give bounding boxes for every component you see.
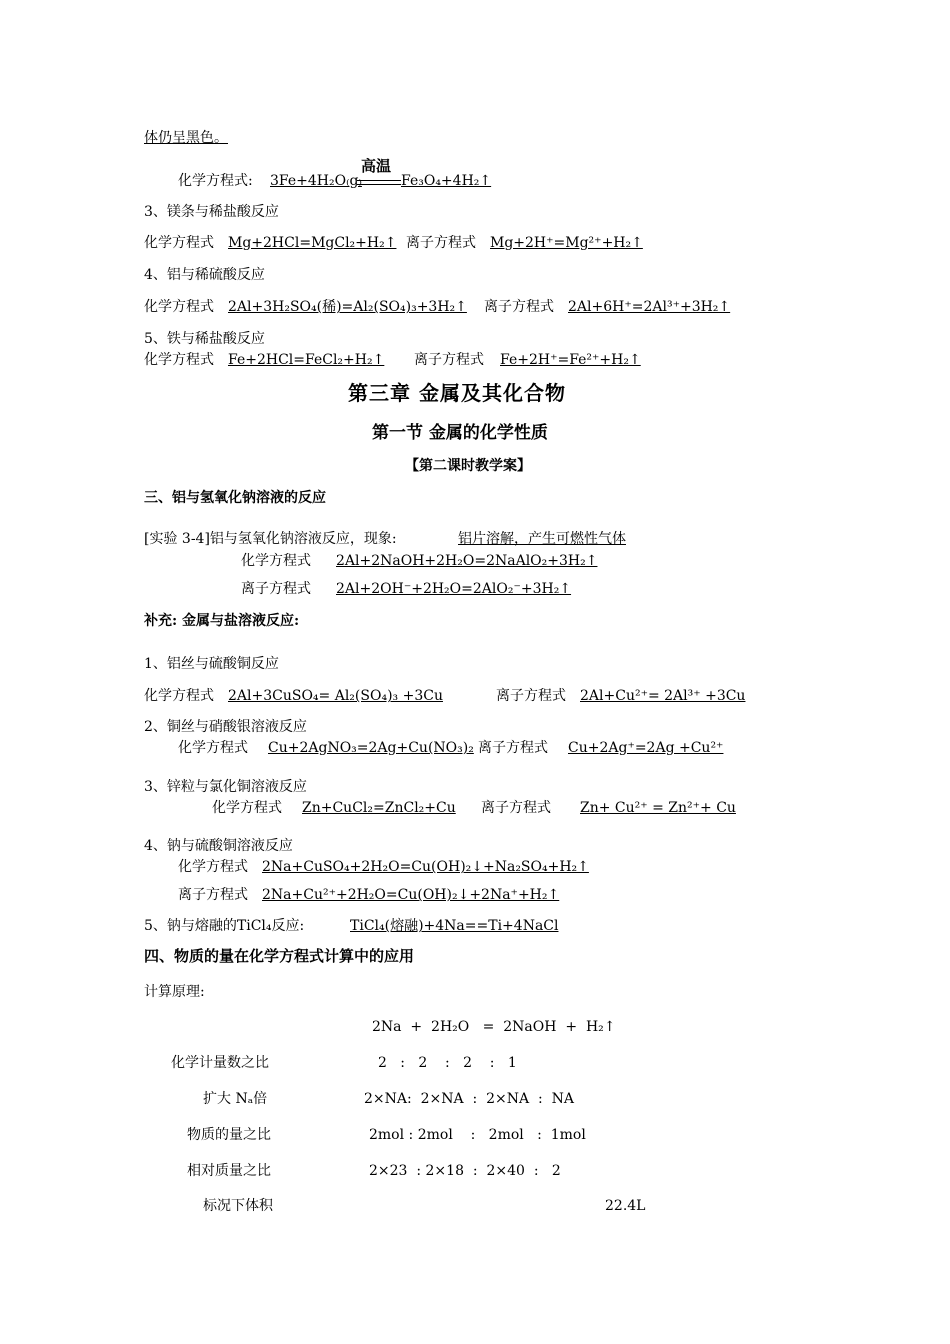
supplement-heading: 补充: 金属与盐溶液反应:	[144, 613, 300, 629]
experiment-text: [实验 3-4]铝与氢氧化钠溶液反应，现象:	[144, 531, 397, 547]
ion-equation: 2Al+2OH⁻+2H₂O=2AlO₂⁻+3H₂↑	[336, 581, 572, 597]
ratio-row-label: 化学计量数之比	[171, 1055, 269, 1071]
ion-equation: Mg+2H⁺=Mg²⁺+H₂↑	[490, 235, 643, 251]
reaction-condition: 高温	[361, 157, 392, 175]
equation-fe-steam-right: Fe₃O₄+4H₂↑	[401, 173, 492, 189]
ion-equation: 2Al+Cu²⁺= 2Al³⁺ +3Cu	[580, 688, 746, 704]
equation-label: 化学方程式	[178, 859, 248, 875]
ratio-row-values: 2 : 2 : 2 : 1	[378, 1055, 517, 1071]
equation-label: 化学方程式	[212, 800, 282, 816]
equation-label: 化学方程式	[144, 352, 214, 368]
section-title: 第一节 金属的化学性质	[372, 423, 548, 443]
item-heading: 5、铁与稀盐酸反应	[144, 331, 265, 347]
experiment-phenomenon: 铝片溶解，产生可燃性气体	[458, 531, 626, 547]
item-heading: 2、铜丝与硝酸银溶液反应	[144, 719, 307, 735]
equation-fe-steam-left: 3Fe+4H₂O₍g₎	[270, 173, 362, 189]
continuation-text: 体仍呈黑色。	[144, 130, 228, 146]
ratio-row-label: 扩大 Nₐ倍	[203, 1091, 268, 1107]
equation-label: 化学方程式	[241, 553, 311, 569]
ion-equation-label: 离子方程式	[414, 352, 484, 368]
ion-equation: Cu+2Ag⁺=2Ag +Cu²⁺	[568, 740, 724, 756]
chemical-equation: 2Al+3CuSO₄= Al₂(SO₄)₃ +3Cu	[228, 688, 443, 704]
ion-equation: Fe+2H⁺=Fe²⁺+H₂↑	[500, 352, 641, 368]
equation-label: 化学方程式	[144, 688, 214, 704]
ion-equation-label: 离子方程式	[241, 581, 311, 597]
equation-label: 化学方程式	[144, 299, 214, 315]
ion-equation: Zn+ Cu²⁺ = Zn²⁺+ Cu	[580, 800, 736, 816]
chapter-title: 第三章 金属及其化合物	[348, 381, 566, 405]
chemical-equation: 2Na+CuSO₄+2H₂O=Cu(OH)₂↓+Na₂SO₄+H₂↑	[262, 859, 589, 875]
item-heading: 5、钠与熔融的TiCl₄反应:	[144, 918, 305, 934]
ratio-row-values: 2mol : 2mol : 2mol : 1mol	[369, 1127, 586, 1143]
ion-equation-label: 离子方程式	[178, 887, 248, 903]
chemical-equation: 2Al+2NaOH+2H₂O=2NaAlO₂+3H₂↑	[336, 553, 598, 569]
chemical-equation: Zn+CuCl₂=ZnCl₂+Cu	[302, 800, 456, 816]
chemical-equation: Cu+2AgNO₃=2Ag+Cu(NO₃)₂	[268, 740, 474, 756]
principle-label: 计算原理:	[144, 984, 205, 1000]
ion-equation: 2Al+6H⁺=2Al³⁺+3H₂↑	[568, 299, 731, 315]
chemical-equation: 2Al+3H₂SO₄(稀)=Al₂(SO₄)₃+3H₂↑	[228, 299, 467, 315]
ratio-row-label: 标况下体积	[203, 1198, 273, 1214]
ion-equation-label: 离子方程式	[496, 688, 566, 704]
item-heading: 1、铝丝与硫酸铜反应	[144, 656, 279, 672]
chemical-equation: Mg+2HCl=MgCl₂+H₂↑	[228, 235, 397, 251]
ratio-row-values: 2×NA: 2×NA : 2×NA : NA	[364, 1091, 575, 1107]
chemical-equation: TiCl₄(熔融)+4Na==Ti+4NaCl	[350, 918, 559, 934]
reaction-arrow-double-line	[357, 180, 401, 185]
part-three-heading: 三、铝与氢氧化钠溶液的反应	[144, 490, 326, 506]
ratio-row-values: 2×23 : 2×18 : 2×40 : 2	[369, 1163, 561, 1179]
ion-equation-label: 离子方程式	[478, 740, 548, 756]
item-heading: 4、铝与稀硫酸反应	[144, 267, 265, 283]
chemical-equation: Fe+2HCl=FeCl₂+H₂↑	[228, 352, 385, 368]
ratio-row-values: 22.4L	[605, 1198, 646, 1214]
item-heading: 3、锌粒与氯化铜溶液反应	[144, 779, 307, 795]
ratio-row-label: 相对质量之比	[187, 1163, 271, 1179]
item-heading: 3、镁条与稀盐酸反应	[144, 204, 279, 220]
ion-equation-label: 离子方程式	[406, 235, 476, 251]
ratio-row-label: 物质的量之比	[187, 1127, 271, 1143]
part-four-heading: 四、物质的量在化学方程式计算中的应用	[144, 947, 415, 965]
item-heading: 4、钠与硫酸铜溶液反应	[144, 838, 293, 854]
example-equation: 2Na + 2H₂O = 2NaOH + H₂↑	[372, 1019, 616, 1035]
equation-fe-steam-label: 化学方程式:	[178, 173, 253, 189]
equation-label: 化学方程式	[178, 740, 248, 756]
ion-equation-label: 离子方程式	[481, 800, 551, 816]
ion-equation-label: 离子方程式	[484, 299, 554, 315]
ion-equation: 2Na+Cu²⁺+2H₂O=Cu(OH)₂↓+2Na⁺+H₂↑	[262, 887, 560, 903]
lesson-title: 【第二课时教学案】	[405, 458, 531, 474]
equation-label: 化学方程式	[144, 235, 214, 251]
